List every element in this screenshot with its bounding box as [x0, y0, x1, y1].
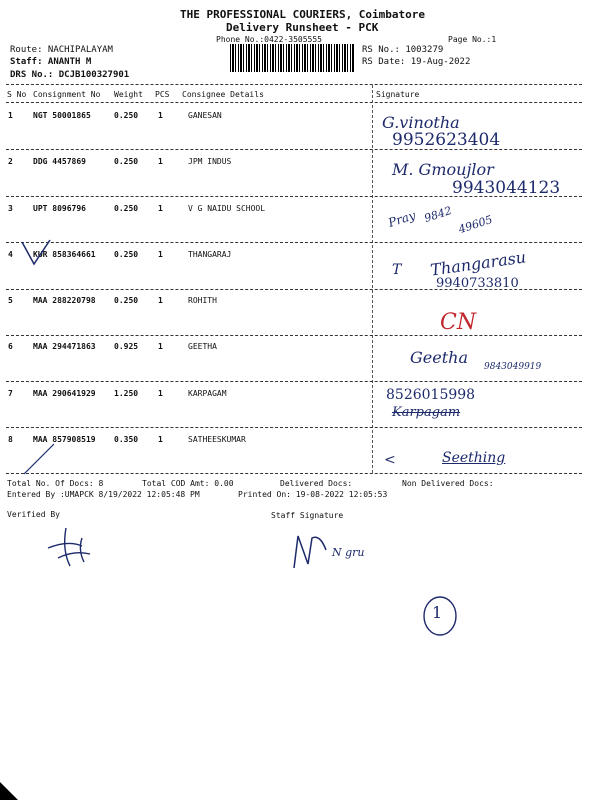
row-consignee: GANESAN	[188, 111, 222, 120]
row-sno: 1	[8, 111, 13, 120]
row-consignment: KUR 858364661	[33, 250, 96, 259]
phone-number: Phone No.:0422-3505555	[216, 35, 322, 44]
row-signature-mark: <	[384, 452, 396, 468]
non-delivered-docs: Non Delivered Docs:	[402, 479, 494, 488]
col-header-weight: Weight	[114, 90, 143, 99]
row-consignment: DDG 4457869	[33, 157, 86, 166]
row-phone-handwritten: 9952623404	[392, 130, 501, 150]
col-header-consignee: Consignee Details	[182, 90, 264, 99]
row-phone-handwritten: 8526015998	[386, 387, 476, 403]
row-sno: 3	[8, 204, 13, 213]
row-signature-scrawl: Pray	[386, 208, 418, 230]
runsheet-title: Delivery Runsheet - PCK	[226, 21, 379, 34]
row-sno: 6	[8, 342, 13, 351]
row-weight: 0.250	[114, 157, 139, 166]
col-header-pcs: PCS	[155, 90, 170, 99]
circle-mark-number: 1	[432, 603, 443, 622]
total-cod: Total COD Amt: 0.00	[142, 479, 234, 488]
row-signature: CN	[440, 310, 477, 335]
row-pcs: 1	[158, 342, 163, 351]
row-pcs: 1	[158, 157, 163, 166]
row-pcs: 1	[158, 111, 163, 120]
row-consignment: UPT 8096796	[33, 204, 86, 213]
delivered-docs: Delivered Docs:	[280, 479, 353, 488]
page-number: Page No.:1	[448, 35, 497, 44]
row-pcs: 1	[158, 250, 163, 259]
row-consignment: MAA 290641929	[33, 389, 96, 398]
row-consignment: NGT 50001865	[33, 111, 91, 120]
row-phone-handwritten: 9940733810	[436, 276, 519, 291]
row-weight: 0.250	[114, 296, 139, 305]
row-consignee: GEETHA	[188, 342, 217, 351]
row-consignee: THANGARAJ	[188, 250, 232, 259]
table-header-rule	[6, 102, 582, 103]
col-header-signature: Signature	[376, 90, 420, 99]
row-pcs: 1	[158, 389, 163, 398]
rs-number: RS No.: 1003279	[362, 45, 444, 55]
row-consignee: JPM INDUS	[188, 157, 232, 166]
rs-date: RS Date: 19-Aug-2022	[362, 57, 471, 67]
drs-number: DRS No.: DCJB100327901	[10, 70, 130, 80]
row-weight: 0.350	[114, 435, 139, 444]
row-weight: 0.250	[114, 250, 139, 259]
row-weight: 0.925	[114, 342, 139, 351]
barcode-image	[230, 44, 354, 72]
row-weight: 0.250	[114, 111, 139, 120]
row-rule	[6, 149, 582, 150]
row-pcs: 1	[158, 435, 163, 444]
col-header-consignment: Consignment No	[33, 90, 101, 99]
row-rule	[6, 196, 582, 197]
verifier-signature-image	[38, 520, 108, 570]
row-phone-handwritten: 9843049919	[484, 362, 542, 372]
row-consignment: MAA 294471863	[33, 342, 96, 351]
col-header-sno: S No	[7, 90, 27, 99]
printed-on: Printed On: 19-08-2022 12:05:53	[238, 490, 388, 499]
table-top-rule	[6, 84, 582, 85]
row-consignee: V G NAIDU SCHOOL	[188, 204, 266, 213]
row-signature: Geetha	[410, 348, 468, 367]
check-mark-icon	[20, 238, 280, 488]
row-signature: Seething	[442, 450, 506, 466]
row-weight: 0.250	[114, 204, 139, 213]
entered-by: Entered By :UMAPCK 8/19/2022 12:05:48 PM	[7, 490, 200, 499]
verified-by-label: Verified By	[7, 510, 60, 519]
signature-column-divider	[372, 85, 373, 473]
staff-label: Staff: ANANTH M	[10, 57, 92, 67]
row-consignee: KARPAGAM	[188, 389, 227, 398]
row-signature: Karpagam	[392, 405, 461, 420]
row-phone-handwritten: 9943044123	[452, 178, 561, 198]
row-sno: 4	[8, 250, 13, 259]
row-signature: G.vinotha	[382, 113, 460, 132]
staff-signature-label: Staff Signature	[271, 511, 344, 520]
staff-signature-scrawl: N gru	[332, 546, 365, 559]
row-sno: 7	[8, 389, 13, 398]
row-weight: 1.250	[114, 389, 139, 398]
page-corner-mark	[0, 782, 18, 800]
row-consignment: MAA 857908519	[33, 435, 96, 444]
row-sno: 8	[8, 435, 13, 444]
row-sno: 5	[8, 296, 13, 305]
route-label: Route: NACHIPALAYAM	[10, 45, 113, 55]
row-signature: 9842	[422, 203, 454, 226]
row-consignee: SATHEESKUMAR	[188, 435, 246, 444]
row-consignee: ROHITH	[188, 296, 217, 305]
row-pcs: 1	[158, 204, 163, 213]
row-phone-handwritten: 49605	[456, 212, 495, 237]
total-docs: Total No. Of Docs: 8	[7, 479, 104, 488]
row-consignment: MAA 288220798	[33, 296, 96, 305]
row-signature: Thangarasu	[429, 247, 528, 280]
row-signature-mark: T	[392, 262, 402, 278]
row-pcs: 1	[158, 296, 163, 305]
company-title: THE PROFESSIONAL COURIERS, Coimbatore	[180, 8, 426, 21]
row-signature: M. Gmoujlor	[392, 160, 494, 179]
row-sno: 2	[8, 157, 13, 166]
